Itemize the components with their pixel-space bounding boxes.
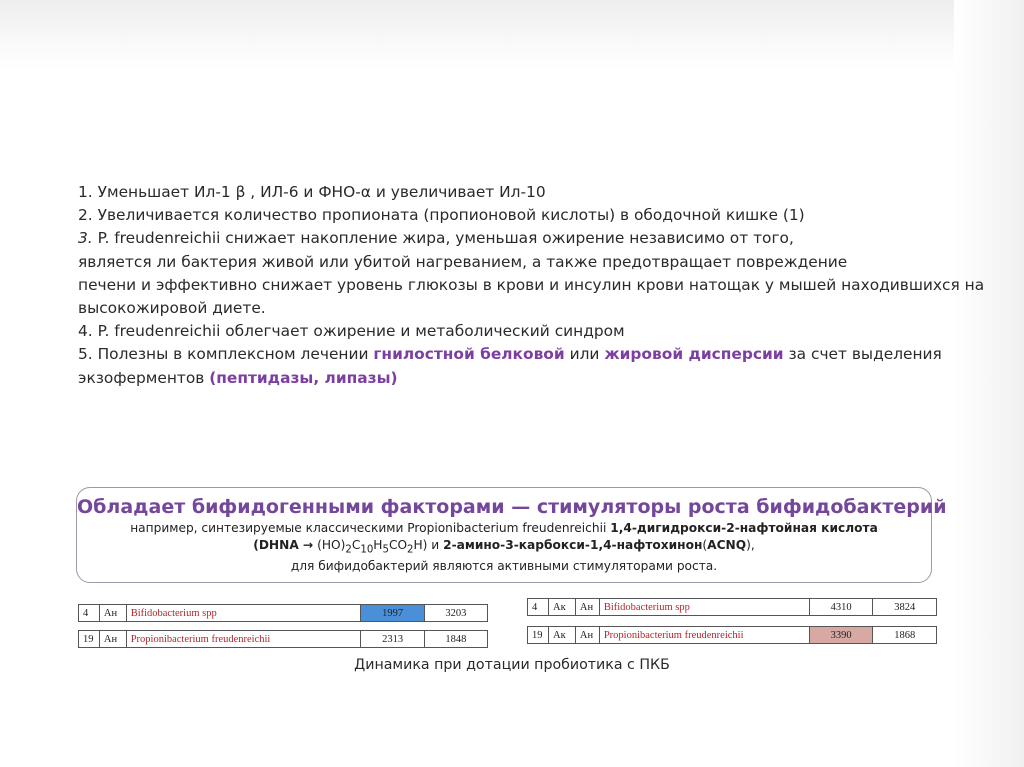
fact-5 xyxy=(78,343,988,366)
box-l3-a: ( xyxy=(253,538,259,552)
row-number: 19 xyxy=(528,627,549,644)
fact-4: 4. P. freudenreichii облегчает ожирение и метаболический синдром xyxy=(78,322,625,341)
row-code-1: Ак xyxy=(549,627,576,644)
fact-1: 1. Уменьшает Ил-1 β , ИЛ-6 и ФНО-α и увеличивает Ил-10 xyxy=(78,183,546,201)
row-species: Propionibacterium freudenreichii xyxy=(126,631,361,648)
table-row xyxy=(79,605,488,622)
box-l3-f: CO xyxy=(388,538,408,552)
box-line-3 xyxy=(77,537,931,558)
row-species: Bifidobacterium spp xyxy=(126,605,361,622)
box-l3-e: H xyxy=(373,538,383,552)
fact-3-text: P. freudenreichii снижает накопление жира, уменьшая ожирение независимо от того, xyxy=(92,229,794,248)
box-line-2-bold: 1,4-дигидрокси-2-нафтойная кислота xyxy=(610,521,878,535)
fact-5-text-a: 5. Полезны в комплексном лечении xyxy=(78,345,374,364)
fact-2: 2. Увеличивается количество пропионата (пропионовой кислоты) в ободочной кишке (1) xyxy=(78,206,805,225)
table-row xyxy=(79,631,488,648)
caption: Динамика при дотации пробиотика с ПКБ xyxy=(354,657,670,673)
bifidogenic-box xyxy=(76,487,947,583)
row-value-2: 3824 xyxy=(873,599,937,616)
fact-5-cont-text: экзоферментов xyxy=(78,368,210,387)
box-l3-dhna: DHNA → xyxy=(258,538,314,552)
fact-5-text-e: за счет выделения xyxy=(783,345,942,364)
row-value-1: 1997 xyxy=(361,605,424,622)
table-row xyxy=(528,627,937,644)
fact-3-cont-1: является ли бактерия живой или убитой нагреванием, а также предотвращает повреждение xyxy=(78,252,848,271)
row-code: Ан xyxy=(99,631,126,648)
box-l3-k: ), xyxy=(746,538,755,552)
box-l3-sub2: 10 xyxy=(360,544,374,556)
row-number: 4 xyxy=(79,605,100,622)
fact-5-highlight-protein: гнилостной белковой xyxy=(373,345,565,364)
fact-5-highlight-enzymes: (пептидазы, липазы) xyxy=(209,368,398,387)
row-code: Ан xyxy=(99,605,126,622)
fact-5-text-c: или xyxy=(564,345,605,364)
row-code-1: Ак xyxy=(549,599,576,616)
box-l3-acnq: ACNQ xyxy=(707,538,747,552)
box-l3-c: (HO) xyxy=(313,538,346,552)
row-number: 4 xyxy=(528,599,549,616)
box-l3-g: H) и xyxy=(413,538,444,552)
fact-3-cont-3: высокожировой диете. xyxy=(78,299,266,318)
row-value-1: 4310 xyxy=(809,599,873,616)
table-spacer xyxy=(528,616,937,627)
row-code-2: Ан xyxy=(575,627,599,644)
top-shadow xyxy=(0,0,1024,70)
box-l3-d: C xyxy=(351,538,361,552)
row-value-2: 1848 xyxy=(424,631,487,648)
row-species: Propionibacterium freudenreichii xyxy=(599,627,809,644)
box-l3-i: ( xyxy=(702,538,708,552)
fact-3 xyxy=(78,227,988,250)
box-line-2-text: например, синтезируемые классическими Propionibacterium freudenreichii xyxy=(130,521,611,535)
right-table xyxy=(527,598,937,644)
box-title: Обладает бифидогенными факторами — стимуляторы роста бифидобактерий xyxy=(77,496,947,518)
row-number: 19 xyxy=(79,631,100,648)
row-value-1: 2313 xyxy=(361,631,424,648)
fact-3-cont-2: печени и эффективно снижает уровень глюкозы в крови и инсулин крови натощак у мышей находившихся на xyxy=(78,275,985,294)
row-value-2: 3203 xyxy=(424,605,487,622)
facts-list xyxy=(78,181,988,390)
left-table xyxy=(78,604,488,648)
box-line-4: для бифидобактерий являются активными стимуляторами роста. xyxy=(290,559,718,574)
box-l3-sub3: 5 xyxy=(382,544,389,556)
row-value-1: 3390 xyxy=(809,627,873,644)
box-l3-sub1: 2 xyxy=(345,544,352,556)
table-spacer xyxy=(79,622,488,631)
fact-5-highlight-fat: жировой дисперсии xyxy=(604,345,784,364)
box-l3-acnq-name: 2-амино-3-карбокси-1,4-нафтохинон xyxy=(443,538,703,552)
box-line-2 xyxy=(77,520,931,537)
fact-5-cont xyxy=(78,367,988,390)
table-row xyxy=(528,599,937,616)
box-l3-sub4: 2 xyxy=(407,544,414,556)
fact-3-number: 3. xyxy=(78,229,93,248)
row-value-2: 1868 xyxy=(873,627,937,644)
row-code-2: Ан xyxy=(575,599,599,616)
row-species: Bifidobacterium spp xyxy=(599,599,809,616)
